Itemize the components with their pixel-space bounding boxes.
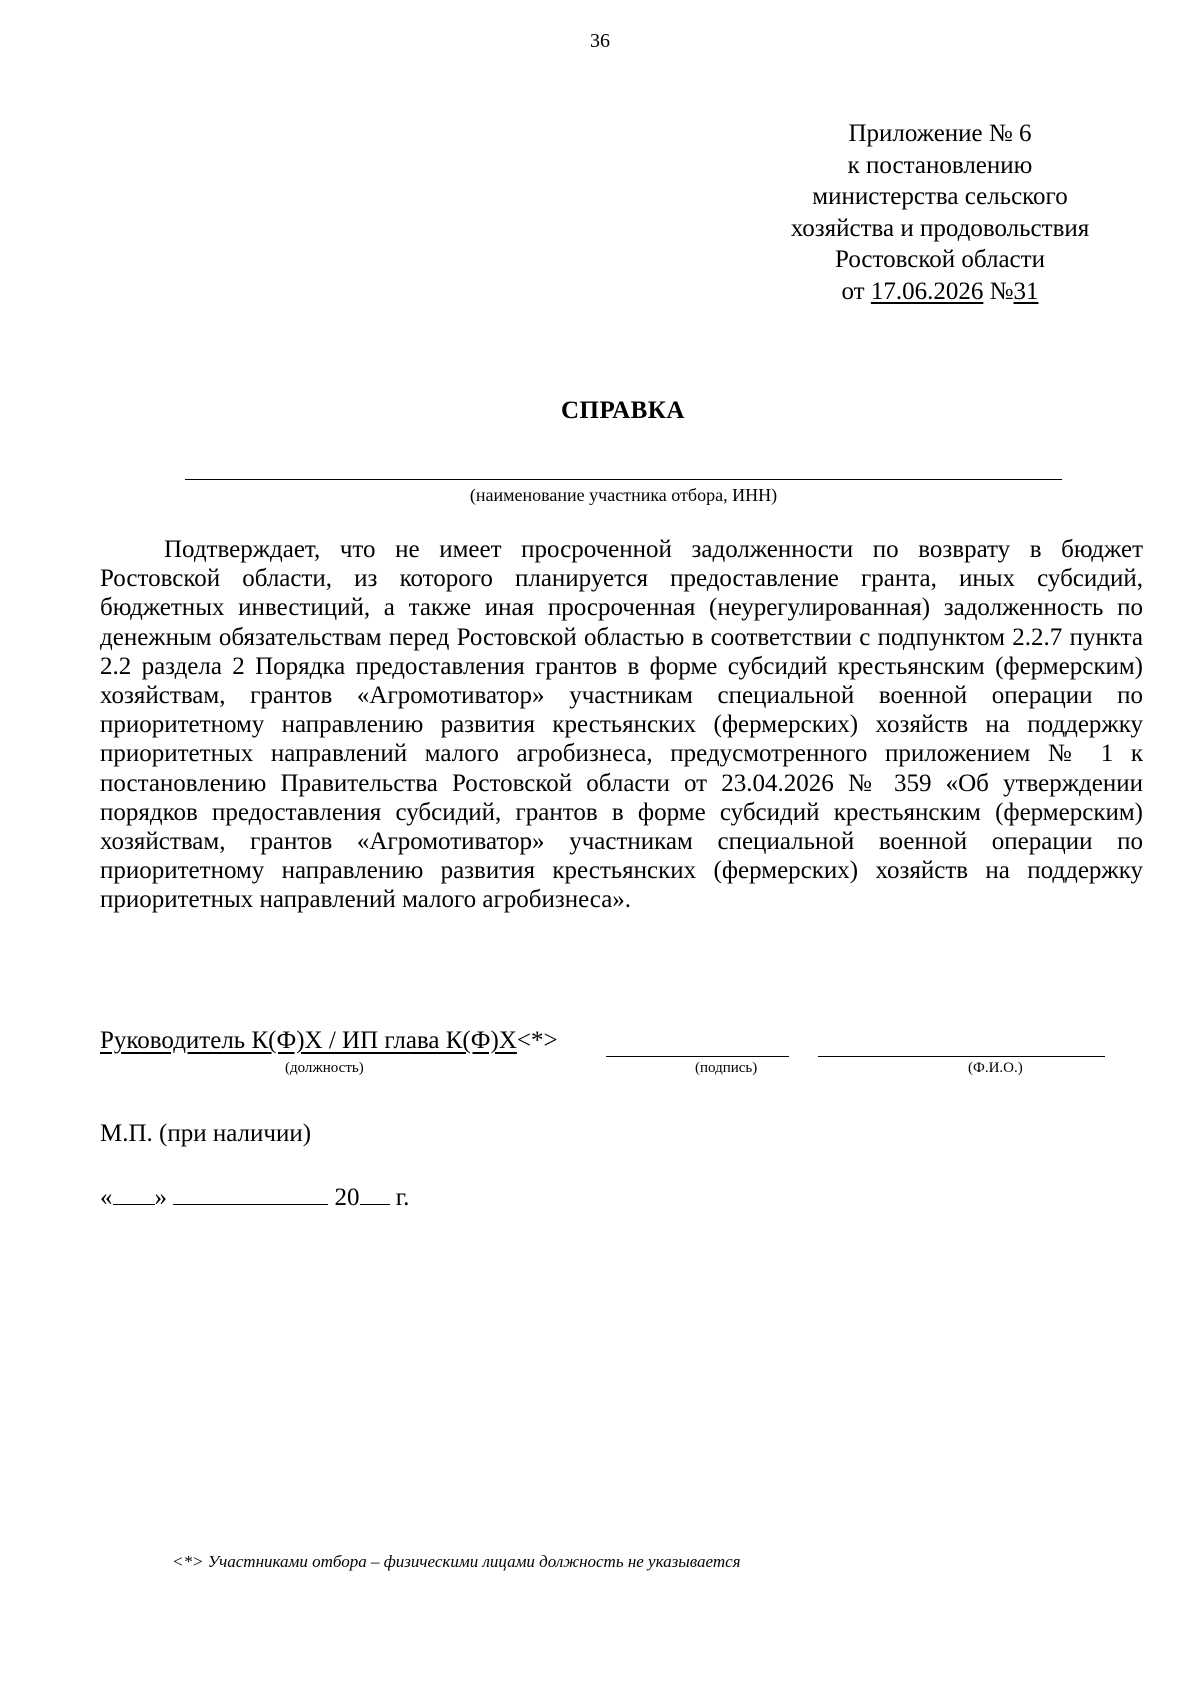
- approval-block: [760, 118, 1120, 307]
- footnote: <*> Участниками отбора – физическими лицами должность не указывается: [172, 1552, 741, 1571]
- body-paragraph: Подтверждает, что не имеет просроченной задолженности по возврату в бюджет Ростовской области, из которого планируется предоставление гранта, иных субсидий, бюджетных инвестиций, а также иная просроченная (неурегулированная) задолженность по денежным обязательствам перед Ростовской областью в соответствии с подпунктом 2.2.7 пункта 2.2 раздела 2 Порядка предоставления грантов в форме субсидий крестьянским (фермерским) хозяйствам, грантов «Агромотиватор» участникам специальной военной операции по приоритетному направлению развития крестьянских (фермерских) хозяйств на поддержку приоритетных направлений малого агробизнеса, предусмотренного приложением № 1 к постановлению Правительства Ростовской области от 23.04.2026 № 359 «Об утверждении порядков предоставления субсидий, грантов в форме субсидий крестьянским (фермерским) хозяйствам, грантов «Агромотиватор» участникам специальной военной операции по приоритетному направлению развития крестьянских (фермерских) хозяйств на поддержку приоритетных направлений малого агробизнеса».: [100, 536, 1143, 914]
- approval-date-line: [760, 276, 1120, 308]
- approval-line: министерства сельского: [812, 183, 1068, 210]
- close-quote: »: [154, 1184, 167, 1211]
- number-prefix: №: [989, 277, 1014, 305]
- date-prefix: от: [841, 277, 865, 305]
- stamp-label: М.П. (при наличии): [100, 1120, 312, 1147]
- month-blank: [173, 1182, 328, 1205]
- participant-name-line: [185, 479, 1062, 480]
- document-title: СПРАВКА: [561, 397, 685, 424]
- signature-row: [100, 1027, 558, 1055]
- day-blank: [113, 1182, 155, 1205]
- approval-line: Приложение № 6: [848, 120, 1032, 147]
- date-line: [100, 1182, 409, 1212]
- full-name-caption: (Ф.И.О.): [968, 1060, 1023, 1076]
- approval-date: 17.06.2026: [870, 277, 984, 305]
- approval-line: к постановлению: [847, 151, 1033, 179]
- signature-caption: (подпись): [695, 1060, 758, 1076]
- open-quote: «: [100, 1184, 113, 1211]
- year-blank: [360, 1182, 390, 1205]
- signature-line: [606, 1056, 789, 1057]
- role-caption: (должность): [285, 1060, 364, 1076]
- participant-caption: (наименование участника отбора, ИНН): [469, 485, 778, 505]
- approval-line: Ростовской области: [835, 246, 1045, 273]
- full-name-line: [818, 1056, 1105, 1057]
- approval-line: хозяйства и продовольствия: [790, 214, 1090, 242]
- year-suffix: г.: [395, 1184, 410, 1211]
- approval-number: 31: [1013, 277, 1039, 305]
- century: 20: [334, 1184, 360, 1211]
- footnote-marker: <*>: [516, 1027, 558, 1054]
- signer-role: Руководитель К(Ф)Х / ИП глава К(Ф)Х: [100, 1027, 517, 1054]
- page-number: 36: [590, 30, 610, 52]
